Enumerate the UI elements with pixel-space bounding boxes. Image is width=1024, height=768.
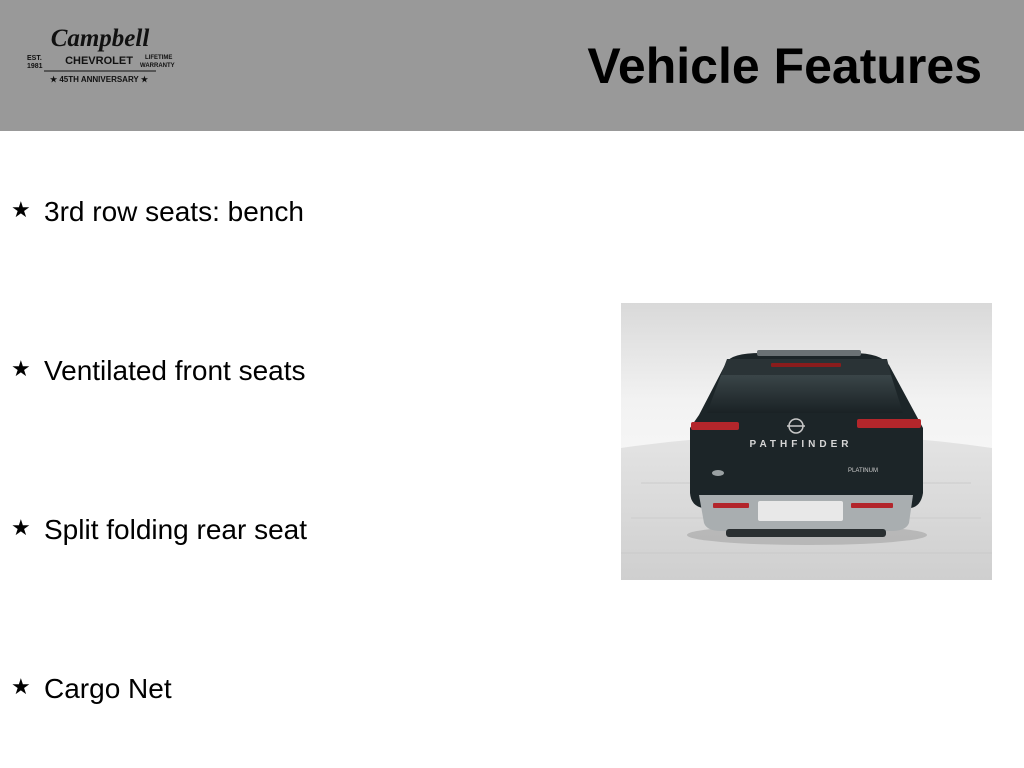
dealer-logo: [24, 22, 176, 90]
logo-est-text: EST.: [27, 55, 42, 62]
star-icon: ★: [11, 674, 31, 699]
vehicle-photo: [621, 303, 992, 580]
star-icon: ★: [11, 356, 31, 381]
feature-label: Cargo Net: [44, 673, 172, 704]
feature-label: 3rd row seats: bench: [44, 196, 304, 227]
logo-lifetime-text: LIFETIME: [145, 55, 173, 61]
feature-label: Split folding rear seat: [44, 514, 308, 545]
feature-item: [11, 354, 306, 388]
logo-brand-text: CHEVROLET: [65, 55, 133, 67]
logo-anniversary-text: ★ 45TH ANNIVERSARY ★: [49, 75, 149, 84]
page-title: Vehicle Features: [587, 38, 982, 94]
vehicle-trim-text: PLATINUM: [848, 468, 878, 474]
logo-year-text: 1981: [27, 63, 43, 70]
header-bar: [0, 0, 1024, 131]
feature-item: [11, 513, 307, 547]
feature-label: Ventilated front seats: [44, 355, 306, 386]
star-icon: ★: [11, 515, 31, 540]
vehicle-badge-text: PATHFINDER: [749, 439, 853, 450]
feature-item: [11, 672, 172, 706]
logo-script-text: Campbell: [50, 25, 150, 52]
logo-warranty-text: WARRANTY: [140, 63, 175, 69]
star-icon: ★: [11, 197, 31, 222]
feature-item: [11, 195, 304, 229]
